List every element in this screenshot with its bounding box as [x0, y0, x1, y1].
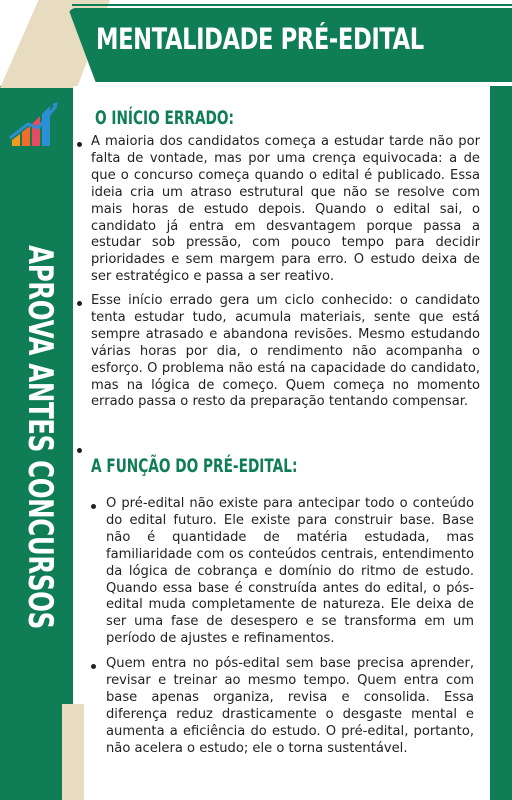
paragraph-inicio-2: Esse início errado gera um ciclo conhecido: o candidato tenta estudar tudo, acumula materiais, sente que está sempre atrasado e abandona revisões. Mesmo estudando várias horas por dia, o rendimento não acompanha o esforço. O problema não está na capacidade do candidato, mas na lógica de começo. Quem começa no momento errado passa o resto da preparação tentando compensar. [91, 293, 480, 410]
bullet-dot-icon [77, 301, 82, 306]
section-heading-funcao: A FUNÇÃO DO PRÉ-EDITAL: [91, 455, 298, 477]
bottom-beige-accent [62, 704, 84, 800]
bullet-dot-icon [77, 142, 82, 147]
bullet-dot-icon [91, 664, 96, 669]
paragraph-inicio-1: A maioria dos candidatos começa a estudar tarde não por falta de vontade, mas por uma crença equivocada: a de que o concurso começa quando o edital é publicado. Essa ideia cria um atraso estrutural que não se resolve com mais horas de estudo depois. Quando o edital sai, o candidato já entra em desvantagem porque passa a estudar sob pressão, com pouco tempo para decidir prioridades e sem margem para erro. O estudo deixa de ser estratégico e passa a ser reativo. [91, 134, 480, 285]
bullet-dot-icon [91, 504, 96, 509]
right-green-strip [490, 86, 512, 800]
page-title: MENTALIDADE PRÉ-EDITAL [96, 22, 424, 56]
bullet-dot-icon [77, 448, 82, 453]
vertical-brand-title: APROVA ANTES CONCURSOS [20, 245, 60, 629]
bar-chart-logo-icon [8, 100, 60, 146]
header-top-line [72, 4, 512, 6]
paragraph-funcao-2: Quem entra no pós-edital sem base precisa aprender, revisar e treinar ao mesmo tempo. Quem entra com base apenas organiza, revisa e consolida. Essa diferença reduz drasticamente o desgaste mental e aumenta a eficiência do estudo. O pré-edital, portanto, não acelera o estudo; ele o torna sustentável. [106, 656, 474, 756]
section-heading-inicio: O INÍCIO ERRADO: [95, 107, 235, 129]
paragraph-funcao-1: O pré-edital não existe para antecipar todo o conteúdo do edital futuro. Ele existe para construir base. Base não é quantidade de matéria estudada, mas familiaridade com os conteúdos centrais, entendimento da lógica de cobrança e domínio do ritmo de estudo. Quando essa base é construída antes do edital, o pós-edital muda completamente de natureza. Ele deixa de ser uma fase de desespero e se transforma em um período de ajustes e refinamentos. [106, 496, 474, 647]
